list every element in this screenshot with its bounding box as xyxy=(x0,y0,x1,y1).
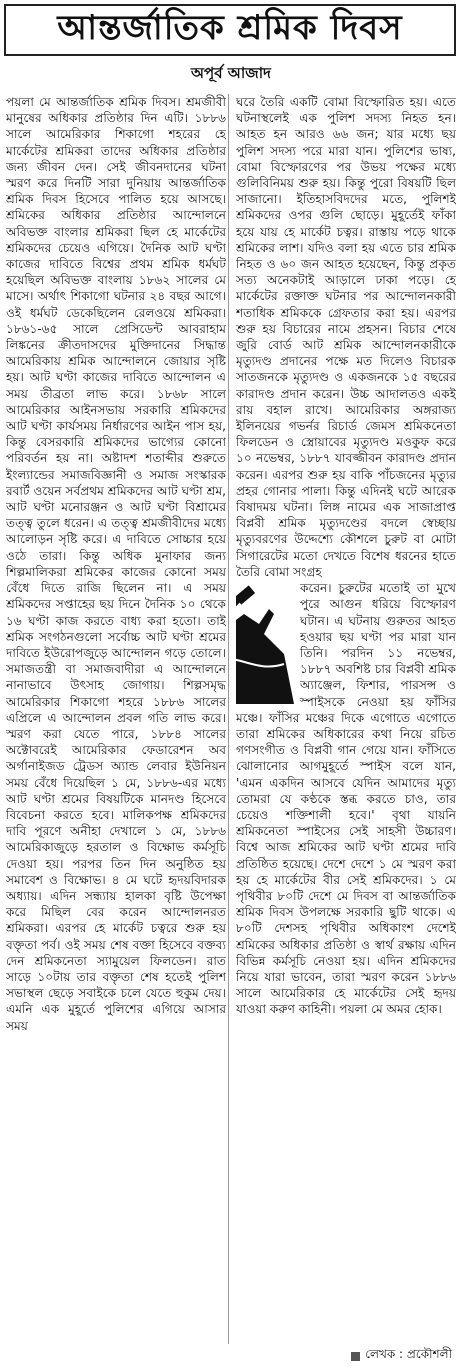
page-title: আন্তর্জাতিক শ্রমিক দিবস xyxy=(57,7,403,48)
headline-box xyxy=(4,4,456,56)
author-credit-label: লেখক : প্রকৌশলী xyxy=(365,1347,452,1361)
column-right-text-top: ঘরে তৈরি একটি বোমা বিস্ফোরিত হয়। এতে ঘটনাস্থলেই এক পুলিশ সদস্য নিহত হন। আহত হন আরও ৬৬ জন; যার মধ্যে ছয় পুলিশ সদস্য পরে মারা যান। পুলিশের ভাষ্য, বোমা বিস্ফোরণের পর উভয় পক্ষের মধ্যে গুলিবিনিময় শুরু হয়। কিন্তু পুরো বিষয়টি ছিল সাজানো। ইতিহাসবিদদের মতে, পুলিশই শ্রমিকদের ওপর গুলি ছোড়ে। মুহূর্তেই ফাঁকা হয়ে যায় হে মার্কেট চত্বর। রাস্তায় পড়ে থাকে শ্রমিকের লাশ। যদিও বলা হয় এতে চার শ্রমিক নিহত ও ৬০ জন আহত হয়েছেন, কিন্তু প্রকৃত সত্য অনেকটাই আড়ালে ঢাকা পড়ে। হে মার্কেটের রক্তাক্ত ঘটনার পর আন্দোলনকারী শতাধিক শ্রমিককে গ্রেফতার করা হয়। এরপর শুরু হয় বিচারের নামে প্রহসন। বিচার শেষে জুরি বোর্ড আট শ্রমিক আন্দোলনকারীকে মৃত্যুদণ্ড প্রদানের পক্ষে মত দিলেও বিচারক সাতজনকে মৃত্যুদণ্ড ও একজনকে ১৫ বছরের কারাদণ্ড প্রদান করেন। উচ্চ আদালতও একই রায় বহাল রাখে। আমেরিকার অঙ্গরাজ্য ইলিনয়ের গভর্নর রিচার্ড জেমস শ্রমিকনেতা ফিলডেন ও স্ত্রোয়াবের মৃত্যুদণ্ড মওকুফ করে ১০ নভেম্বর, ১৮৮৭ যাবজ্জীবন কারাদণ্ড প্রদান করেন। এরপর শুরু হয় বাকি পাঁচজনের মৃত্যুর প্রহর গোনার পালা। কিন্তু এদিনই ঘটে আরেক বিষাদময় ঘটনা। লিঙ্গ নামের এক সাজাপ্রাপ্ত বিপ্লবী শ্রমিক মৃত্যুদণ্ডের বদলে স্বেচ্ছায় মৃত্যুবরণের উদ্দেশ্যে কৌশলে চুরুট বা মোটা সিগারেটের মতো দেখতে বিশেষ ধরনের হাতে তৈরি বোমা সংগ্রহ xyxy=(236,95,456,579)
article-body xyxy=(6,94,456,1344)
column-right-text-bottom: করেন। চুরুটের মতোই তা মুখে পুরে আগুন ধরিয়ে বিস্ফোরণ ঘটান। এ ঘটনায় গুরুতর আহত হওয়ার ছয় ঘণ্টা পর মারা যান তিনি। পরদিন ১১ নভেম্বর, ১৮৮৭ অবশিষ্ট চার বিপ্লবী শ্রমিক অ্যাঞ্জেল, ফিশার, পারসন্স ও স্পাইসকে নেওয়া হয় ফাঁসির মঞ্চে। ফাঁসির মঞ্চের দিকে এগোতে এগোতে তারা শ্রমিকের অধিকারের কথা নিয়ে রচিত গণসংগীত ও বিপ্লবী গান গেয়ে যান। ফাঁসিতে ঝোলানোর আগমুহূর্তে স্পাইস বলে যান, 'এমন একদিন আসবে যেদিন আমাদের মৃত্যু তোমরা যে কণ্ঠকে স্তব্ধ করতে চাও, তার চেয়েও শক্তিশালী হবে।' বৃথা যায়নি শ্রমিকনেতা স্পাইসের সেই সাহসী উচ্চারণ। বিশ্বে আজ শ্রমিকের আট ঘণ্টা শ্রমের দাবি প্রতিষ্ঠিত হয়েছে। দেশে দেশে ১ মে স্মরণ করা হয় হে মার্কেটের বীর সেই শ্রমিকদের। ১ মে পৃথিবীর ৮০টি দেশে মে দিবস বা আন্তর্জাতিক শ্রমিক দিবস উপলক্ষে সরকারি ছুটি থাকে। এ ৮০টি দেশসহ পৃথিবীর অধিকাংশ দেশেই শ্রমিকের অধিকার প্রতিষ্ঠা ও স্বার্থ রক্ষায় এদিন বিভিন্ন কর্মসূচি নেওয়া হয়। এদিন শ্রমিকদের নিয়ে যারা ভাবেন, তারা স্মরণ করেন ১৮৮৬ সালে আমেরিকার হে মার্কেটের সেই হৃদয় যাওয়া করুণ কাহিনী। পয়লা মে অমর হোক। xyxy=(236,581,456,1017)
column-left xyxy=(6,94,226,1344)
column-right xyxy=(236,94,456,1344)
square-bullet-icon xyxy=(351,1352,360,1361)
workers-hammer-illustration-icon xyxy=(236,584,294,704)
author-byline: অপূর্ব আজাদ xyxy=(191,64,271,82)
author-credit xyxy=(351,1346,452,1366)
column-left-text: পয়লা মে আন্তর্জাতিক শ্রমিক দিবস। শ্রমজীবী মানুষের অধিকার প্রতিষ্ঠার দিন এটি। ১৮৮৬ সালে আমেরিকার শিকাগো শহরের হে মার্কেটের শ্রমিকরা তাদের অধিকার প্রতিষ্ঠার জন্য জীবন দেন। সেই জীবনদানের ঘটনা স্মরণ করে দিনটি সারা দুনিয়ায় আন্তর্জাতিক শ্রমিক দিবস হিসেবে পালিত হয়ে আসছে। শ্রমিকের অধিকার প্রতিষ্ঠার আন্দোলনে অবিভক্ত বাংলার শ্রমিকরা ছিল হে মার্কেটের শ্রমিকদের চেয়েও এগিয়ে। দৈনিক আট ঘণ্টা কাজের দাবিতে বিশ্বের প্রথম শ্রমিক ধর্মঘট হয়েছিল অবিভক্ত বাংলায় ১৮৬২ সালের মে মাসে। অর্থাৎ শিকাগো ঘটনার ২৪ বছর আগে। ওই ধর্মঘট ডেকেছিলেন রেলওয়ে শ্রমিকরা। ১৮৬১-৬৫ সালে প্রেসিডেন্ট আবরাহাম লিঙ্কনের ক্রীতদাসদের মুক্তিদানের সিদ্ধান্ত আমেরিকায় শ্রমিক আন্দোলনে জোয়ার সৃষ্টি হয়। আট ঘণ্টা কাজের দাবিতে আন্দোলন এ সময় তীব্রতা লাভ করে। ১৮৬৮ সালে আমেরিকার আইনসভায় সরকারি শ্রমিকদের আট ঘণ্টা কার্যসময় নির্ধারণের আইন পাস হয়, কিন্তু বেসরকারি শ্রমিকদের ভাগ্যের কোনো পরিবর্তন হয় না। অষ্টাদশ শতাব্দীর শুরুতে ইংল্যান্ডের সমাজবিজ্ঞানী ও সমাজ সংস্কারক রবার্ট ওয়েন সর্বপ্রথম শ্রমিকদের আট ঘণ্টা শ্রম, আট ঘণ্টা মনোরঞ্জন ও আট ঘণ্টা বিশ্রামের তত্ত্ব তুলে ধরেন। এ তত্ত্ব শ্রমজীবীদের মধ্যে আলোড়ন সৃষ্টি করে। এ দাবিতে সোচ্চার হয়ে ওঠে তারা। কিন্তু অধিক মুনাফার জন্য শিল্পমালিকরা শ্রমিকের কাজের কোনো সময় বেঁধে দিতে রাজি ছিলেন না। এ সময় শ্রমিকদের সপ্তাহের ছয় দিনে দৈনিক ১০ থেকে ১৬ ঘণ্টা কাজ করতে বাধ্য করা হতো। তাই শ্রমিক সংগঠনগুলো সর্বোচ্চ আট ঘণ্টা শ্রমের দাবিতে ইউরোপজুড়ে আন্দোলন গড়ে তোলে। সমাজতন্ত্রী বা সমাজবাদীরা এ আন্দোলনে নানাভাবে উৎসাহ জোগায়। শিল্পসমৃদ্ধ আমেরিকার শিকাগো শহরে ১৮৮৬ সালের এপ্রিলে এ আন্দোলন প্রবল গতি লাভ করে। স্মরণ করা যেতে পারে, ১৮৮৪ সালের অক্টোবরেই আমেরিকার ফেডারেশন অব অর্গানাইজড ট্রেডস অ্যান্ড লেবার ইউনিয়ন সময় বেঁধে দিয়েছিল ১ মে, ১৮৮৬-এর মধ্যে আট ঘণ্টা শ্রমের বিষয়টিকে মানদণ্ড হিসেবে বিবেচনা করতে হবে। মালিকপক্ষ শ্রমিকদের দাবি পূরণে অনীহা দেখালে ১ মে, ১৮৮৬ আমেরিকাজুড়ে হরতাল ও বিক্ষোভ কর্মসূচি দেওয়া হয়। পরপর তিন দিন অনুষ্ঠিত হয় সমাবেশ ও বিক্ষোভ। ৪ মে ঘটে হৃদয়বিদারক অধ্যায়। এদিন সন্ধ্যায় হালকা বৃষ্টি উপেক্ষা করে মিছিল বের করেন আন্দোলনরত শ্রমিকরা। এরপর হে মার্কেট চত্বরে শুরু হয় বক্তৃতা পর্ব। ওই সময় শেষ বক্তা হিসেবে বক্তব্য দেন শ্রমিকনেতা স্যামুয়েল ফিলডেন। রাত সাড়ে ১০টায় তার বক্তৃতা শেষ হতেই পুলিশ সভাস্থল ছেড়ে সবাইকে চলে যেতে হুকুম দেয়। এমনি এক মুহূর্তে পুলিশের এগিয়ে আসার সময় xyxy=(6,95,226,1033)
